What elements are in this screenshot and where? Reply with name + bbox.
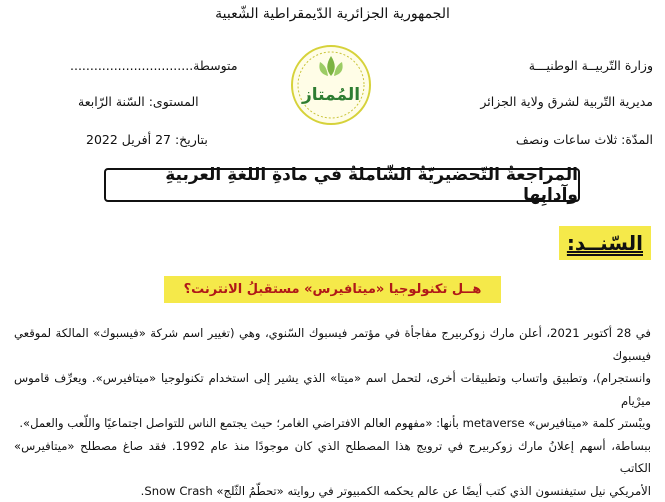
paragraph-line: في 28 أكتوبر 2021، أعلن مارك زوكربيرج مفاجأة في مؤتمر فيسبوك السّنوي، وهي (تغيير اسم شركة «فيسبوك» المالكة لموقعي فيسبوك: [14, 322, 651, 367]
question-text: هــل تكنولوجيا «ميتافيرس» مستقبلُ الانترنت؟: [164, 276, 502, 303]
paragraph-line: الأمريكي نيل ستيفنسون الذي كتب أيضًا عن عالم يحكمه الكمبيوتر في روايته «تحطّمُ الثّلج» Snow Crash.: [14, 480, 651, 502]
question-banner: [0, 276, 665, 303]
paragraph-line: ويبْستر كلمة «ميتافيرس» metaverse بأنها: «مفهوم العالم الافتراضي الغامر؛ حيث يجتمع الناس للتواصل اجتماعيًا واللّعب والعمل».: [14, 412, 651, 435]
source-paragraph: [14, 322, 651, 502]
mumtaz-logo-icon: [290, 44, 372, 126]
republic-heading: الجمهورية الجزائرية الدّيمقراطية الشّعبية: [0, 6, 665, 22]
logo-lettering: المُمتاز: [301, 85, 360, 105]
duration-line: المدّة: ثلاث ساعات ونصف: [516, 132, 653, 147]
ministry-line: وزارة التّربيــة الوطنيـــة: [529, 58, 653, 73]
school-line: متوسطة...............................: [70, 58, 238, 73]
level-line: المستوى: السّنة الرّابعة: [78, 94, 199, 109]
exam-title: [104, 168, 580, 202]
directorate-line: مديرية التّربية لشرق ولاية الجزائر: [480, 94, 653, 109]
date-line: بتاريخ: 27 أفريل 2022: [86, 132, 208, 147]
paragraph-line: ببساطة، أسهم إعلانُ مارك زوكربيرج في ترويج هذا المصطلح الذي كان موجودًا منذ عام 1992. فقد صاغ مصطلح «ميتافيرس» الكاتب: [14, 435, 651, 480]
section-label: السّنــد:: [559, 226, 651, 260]
exam-title-text: المراجعةُ التّحضيريّةُ الشّاملةُ في مادةِ اللغةِ العربيةِ وآدابِها: [106, 165, 578, 205]
paragraph-line: وانستجرام)، وتطبيق واتساب وتطبيقات أخرى، لتحمل اسم «ميتا» الذي يشير إلى استخدام تكنولوجيا «ميتافيرس». ويعرِّف قاموس ميرْيام: [14, 367, 651, 412]
